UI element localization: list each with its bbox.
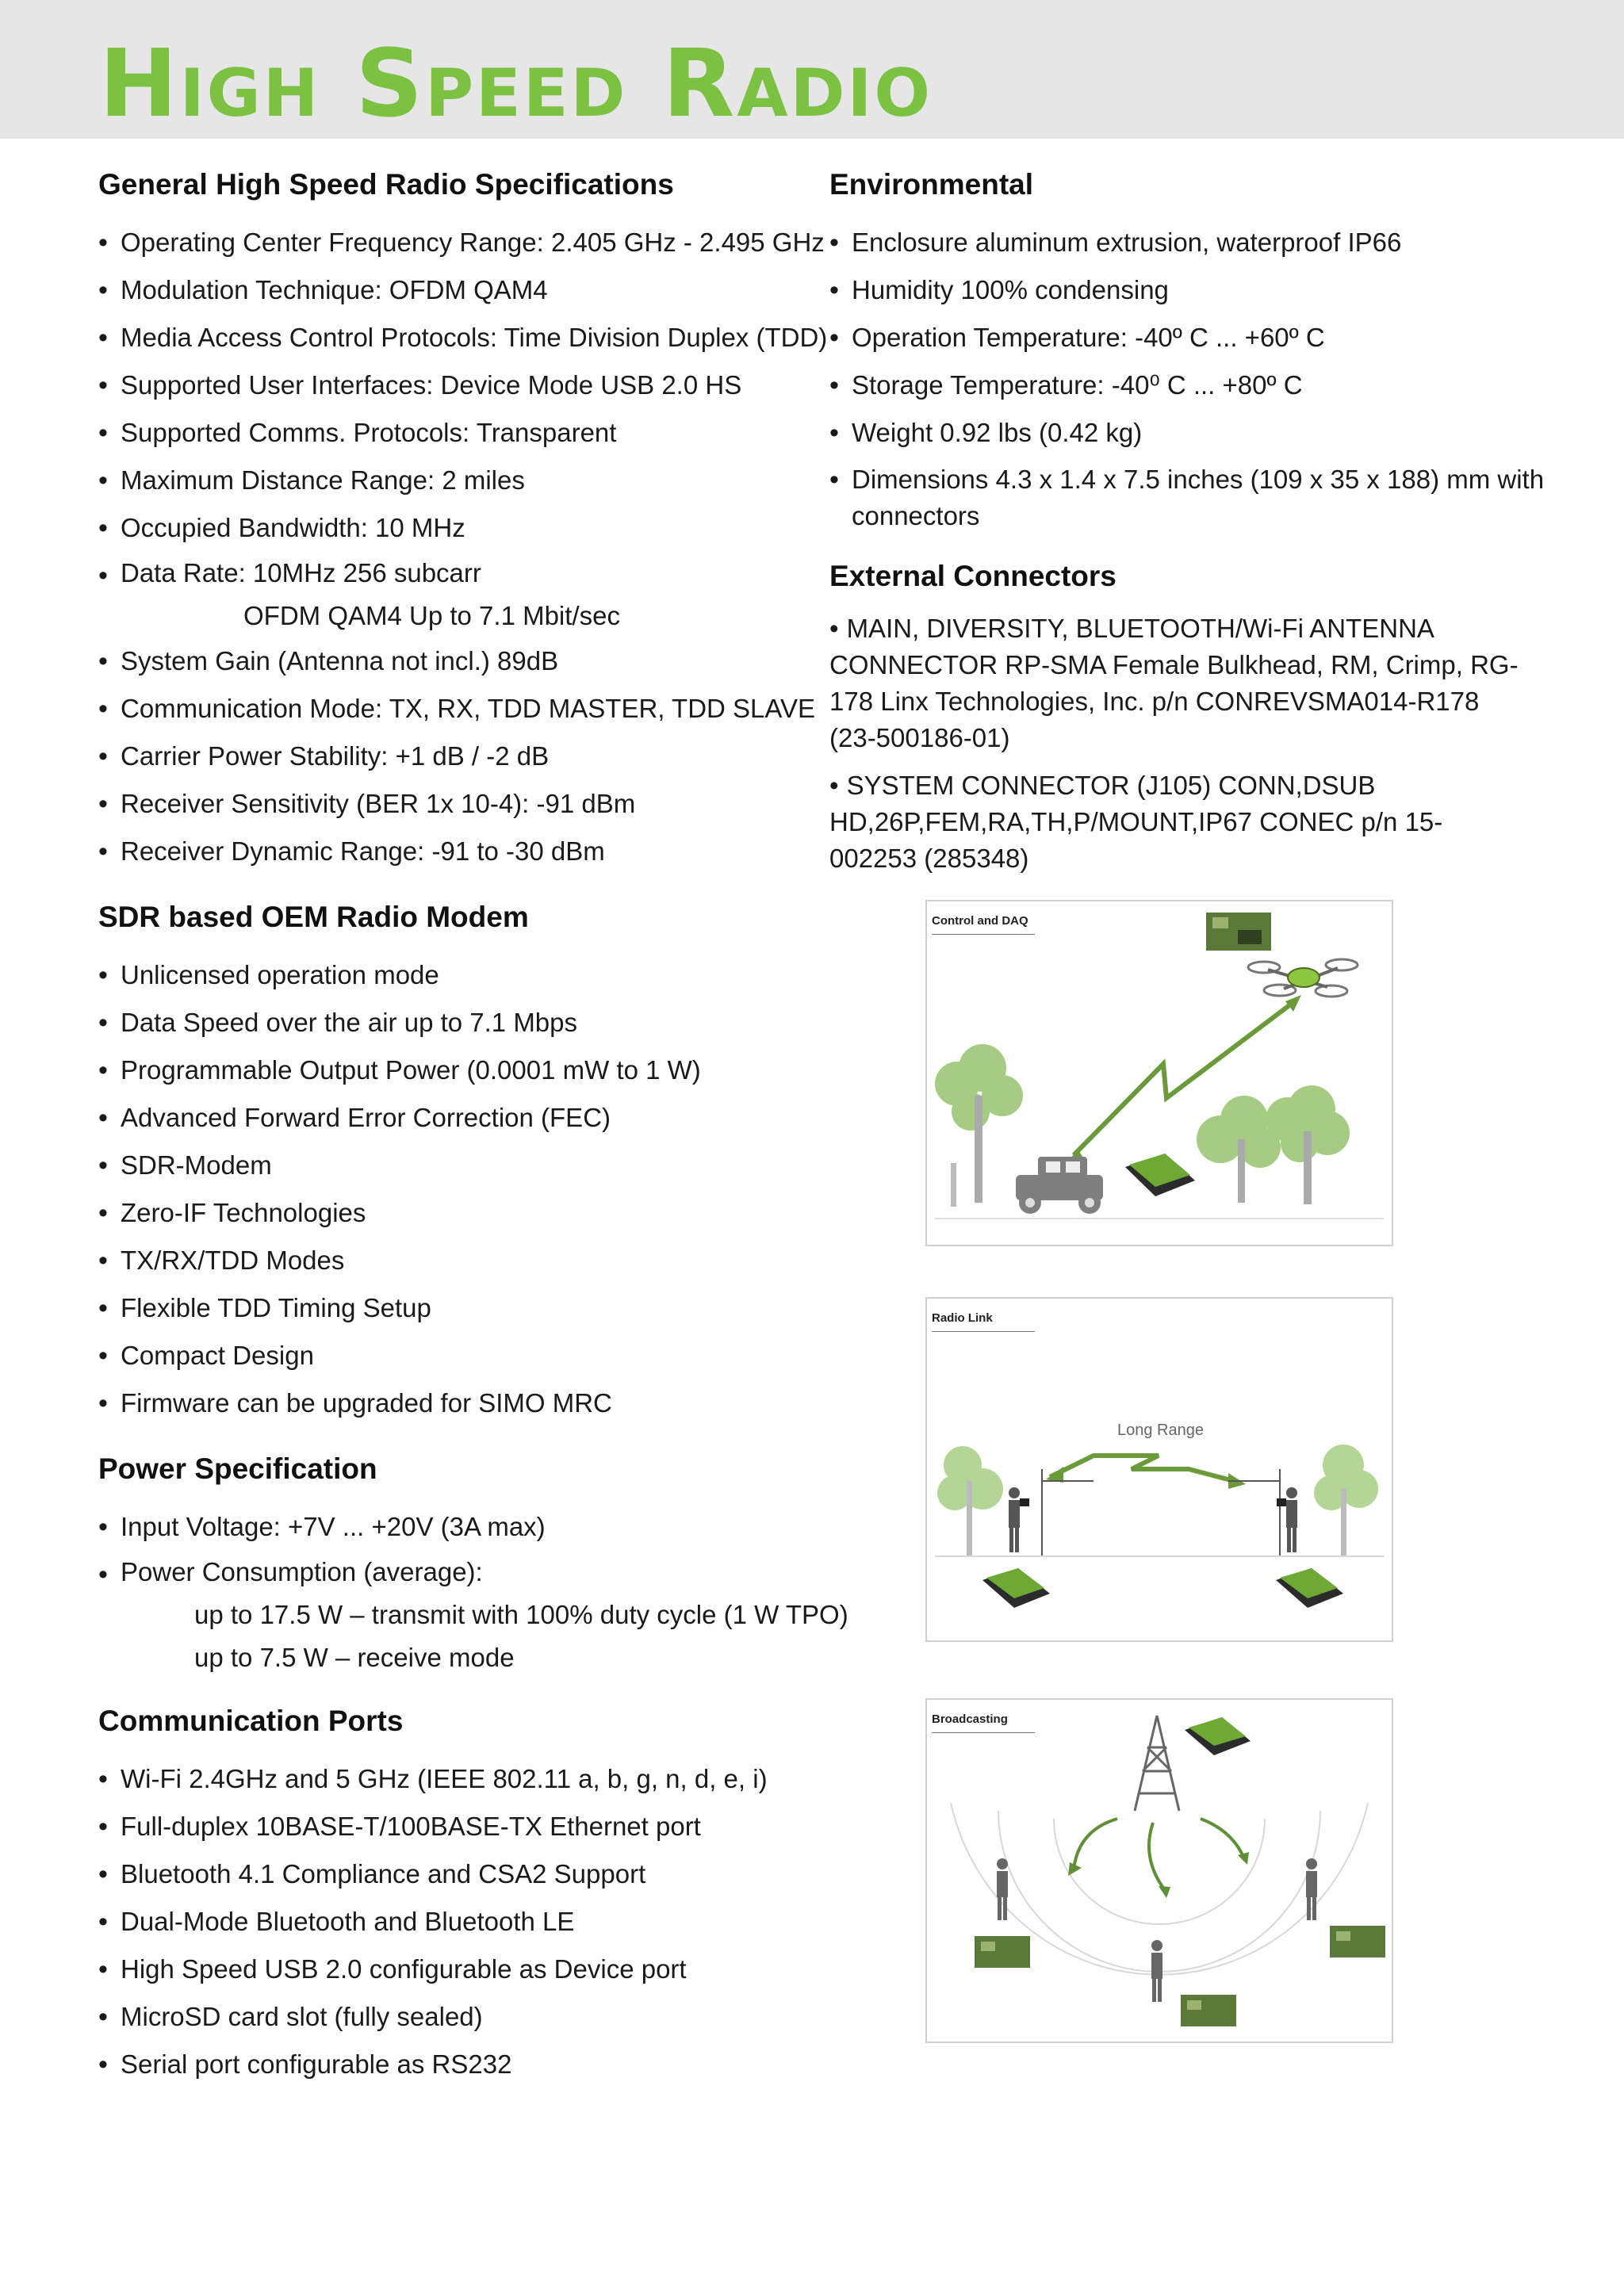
list-item: • System Gain (Antenna not incl.) 89dB xyxy=(98,637,812,685)
list-item: • Dual-Mode Bluetooth and Bluetooth LE xyxy=(98,1898,812,1946)
list-item: • Advanced Forward Error Correction (FEC) xyxy=(98,1094,812,1142)
general-specs-list xyxy=(98,219,828,875)
broadcasting-diagram xyxy=(925,1698,1393,2043)
section-heading: External Connectors xyxy=(829,560,1116,592)
person-icon xyxy=(997,1858,1008,1920)
list-item: • Wi-Fi 2.4GHz and 5 GHz (IEEE 802.11 a, b, g, n, d, e, i) xyxy=(98,1755,812,1803)
link-caption: Long Range xyxy=(1117,1422,1204,1439)
list-item xyxy=(98,552,812,637)
tree-icon xyxy=(1197,1085,1350,1204)
list-item xyxy=(829,610,1527,756)
connectors-list xyxy=(829,610,1543,877)
list-item: • Occupied Bandwidth: 10 MHz xyxy=(98,504,812,552)
connector-text: SYSTEM CONNECTOR (J105) CONN,DSUB HD,26P,FEM,RA,TH,P/MOUNT,IP67 CONEC p/n 15-002253 (285348) xyxy=(829,771,1443,873)
list-item: • Serial port configurable as RS232 xyxy=(98,2041,812,2088)
antenna-icon xyxy=(1042,1469,1280,1556)
list-item: • High Speed USB 2.0 configurable as Device port xyxy=(98,1946,812,1993)
list-item: • Full-duplex 10BASE-T/100BASE-TX Ethernet port xyxy=(98,1803,812,1850)
control-daq-illustration xyxy=(927,901,1392,1245)
list-item: • Modulation Technique: OFDM QAM4 xyxy=(98,266,812,314)
list-item: • Receiver Dynamic Range: -91 to -30 dBm xyxy=(98,828,812,875)
power-line: up to 17.5 W – transmit with 100% duty cycle (1 W TPO) xyxy=(194,1600,848,1629)
circuit-board-icon xyxy=(1181,1995,1236,2026)
list-item: • Firmware can be upgraded for SIMO MRC xyxy=(98,1380,812,1427)
person-icon xyxy=(1009,1487,1029,1552)
list-item: • Bluetooth 4.1 Compliance and CSA2 Support xyxy=(98,1850,812,1898)
section-heading: Communication Ports xyxy=(98,1705,404,1737)
radio-modem-icon xyxy=(1276,1568,1343,1608)
diagram-label: Control and DAQ xyxy=(932,914,1035,935)
section-heading: Power Specification xyxy=(98,1452,377,1485)
list-item: • Operation Temperature: -40º C ... +60º C xyxy=(829,314,1543,362)
list-item: • SDR-Modem xyxy=(98,1142,812,1189)
connectors-section xyxy=(829,558,1543,877)
list-item: • TX/RX/TDD Modes xyxy=(98,1237,812,1284)
signal-arrow-icon xyxy=(1046,1456,1246,1489)
list-item: • Compact Design xyxy=(98,1332,812,1380)
radio-modem-icon xyxy=(1125,1154,1195,1196)
radio-link-illustration xyxy=(927,1299,1392,1640)
circuit-board-icon xyxy=(1330,1926,1385,1957)
list-item: • Communication Mode: TX, RX, TDD MASTER, TDD SLAVE xyxy=(98,685,812,733)
list-item: • Supported User Interfaces: Device Mode USB 2.0 HS xyxy=(98,362,812,409)
list-item: • Enclosure aluminum extrusion, waterproof IP66 xyxy=(829,219,1543,266)
section-heading: General High Speed Radio Specifications xyxy=(98,168,674,201)
diagram-label: Radio Link xyxy=(932,1311,1035,1332)
list-item xyxy=(829,767,1527,877)
list-item: • Storage Temperature: -40⁰ C ... +80º C xyxy=(829,362,1543,409)
list-item: • Receiver Sensitivity (BER 1x 10-4): -91 dBm xyxy=(98,780,812,828)
diagram-label: Broadcasting xyxy=(932,1712,1035,1733)
page-title: High Speed Radio xyxy=(99,29,933,138)
data-rate-line: OFDM QAM4 Up to 7.1 Mbit/sec xyxy=(243,601,620,630)
list-item xyxy=(98,1551,848,1679)
power-section xyxy=(98,1451,848,1679)
sdr-modem-list xyxy=(98,951,812,1427)
circuit-board-icon xyxy=(975,1936,1030,1968)
list-item: • Data Speed over the air up to 7.1 Mbps xyxy=(98,999,812,1047)
person-icon xyxy=(1306,1858,1317,1920)
list-item: • Flexible TDD Timing Setup xyxy=(98,1284,812,1332)
tower-icon xyxy=(1135,1716,1179,1811)
list-item: • Maximum Distance Range: 2 miles xyxy=(98,457,812,504)
ports-list xyxy=(98,1755,812,2088)
radio-link-diagram xyxy=(925,1297,1393,1642)
list-item: • Supported Comms. Protocols: Transparent xyxy=(98,409,812,457)
list-item: • Media Access Control Protocols: Time Division Duplex (TDD) xyxy=(98,314,812,362)
vehicle-icon xyxy=(1016,1157,1103,1214)
ports-section xyxy=(98,1703,812,2088)
environmental-list xyxy=(829,219,1543,534)
person-icon xyxy=(1151,1940,1162,2002)
control-daq-diagram xyxy=(925,900,1393,1246)
section-heading: SDR based OEM Radio Modem xyxy=(98,901,529,933)
tree-icon xyxy=(937,1446,1003,1556)
drone-icon xyxy=(1248,959,1358,997)
data-rate-line: • Data Rate: 10MHz 256 subcarr xyxy=(121,558,481,587)
list-item: • Input Voltage: +7V ... +20V (3A max) xyxy=(98,1503,812,1551)
broadcasting-illustration xyxy=(927,1700,1392,2042)
list-item: • Dimensions 4.3 x 1.4 x 7.5 inches (109 x 35 x 188) mm with connectors xyxy=(829,461,1549,534)
list-item: • Operating Center Frequency Range: 2.405 GHz - 2.495 GHz xyxy=(98,219,812,266)
power-list xyxy=(98,1503,848,1679)
tree-icon xyxy=(1314,1445,1378,1556)
bullet-icon: • xyxy=(829,614,839,643)
list-item: • MicroSD card slot (fully sealed) xyxy=(98,1993,812,2041)
radio-modem-icon xyxy=(1185,1717,1251,1755)
list-item: • Zero-IF Technologies xyxy=(98,1189,812,1237)
connector-text: MAIN, DIVERSITY, BLUETOOTH/Wi-Fi ANTENNA CONNECTOR RP-SMA Female Bulkhead, RM, Crimp, RG-178 Linx Technologies, Inc. p/n CONREVSMA014-R178 (23-500186-01) xyxy=(829,614,1519,752)
power-line: up to 7.5 W – receive mode xyxy=(194,1643,515,1672)
environmental-section xyxy=(829,166,1543,534)
list-item: • Carrier Power Stability: +1 dB / -2 dB xyxy=(98,733,812,780)
general-specs-section xyxy=(98,166,828,875)
list-item: • Humidity 100% condensing xyxy=(829,266,1543,314)
list-item: • Weight 0.92 lbs (0.42 kg) xyxy=(829,409,1543,457)
left-column xyxy=(98,166,848,2112)
list-item: • Unlicensed operation mode xyxy=(98,951,812,999)
power-line: • Power Consumption (average): xyxy=(121,1557,483,1586)
radio-modem-icon xyxy=(982,1568,1050,1608)
right-column xyxy=(829,166,1543,901)
section-heading: Environmental xyxy=(829,168,1033,201)
sdr-modem-section xyxy=(98,899,812,1427)
tree-icon xyxy=(935,1044,1023,1207)
list-item: • Programmable Output Power (0.0001 mW to 1 W) xyxy=(98,1047,812,1094)
bullet-icon: • xyxy=(829,771,839,800)
broadcast-arrows xyxy=(1074,1819,1244,1890)
